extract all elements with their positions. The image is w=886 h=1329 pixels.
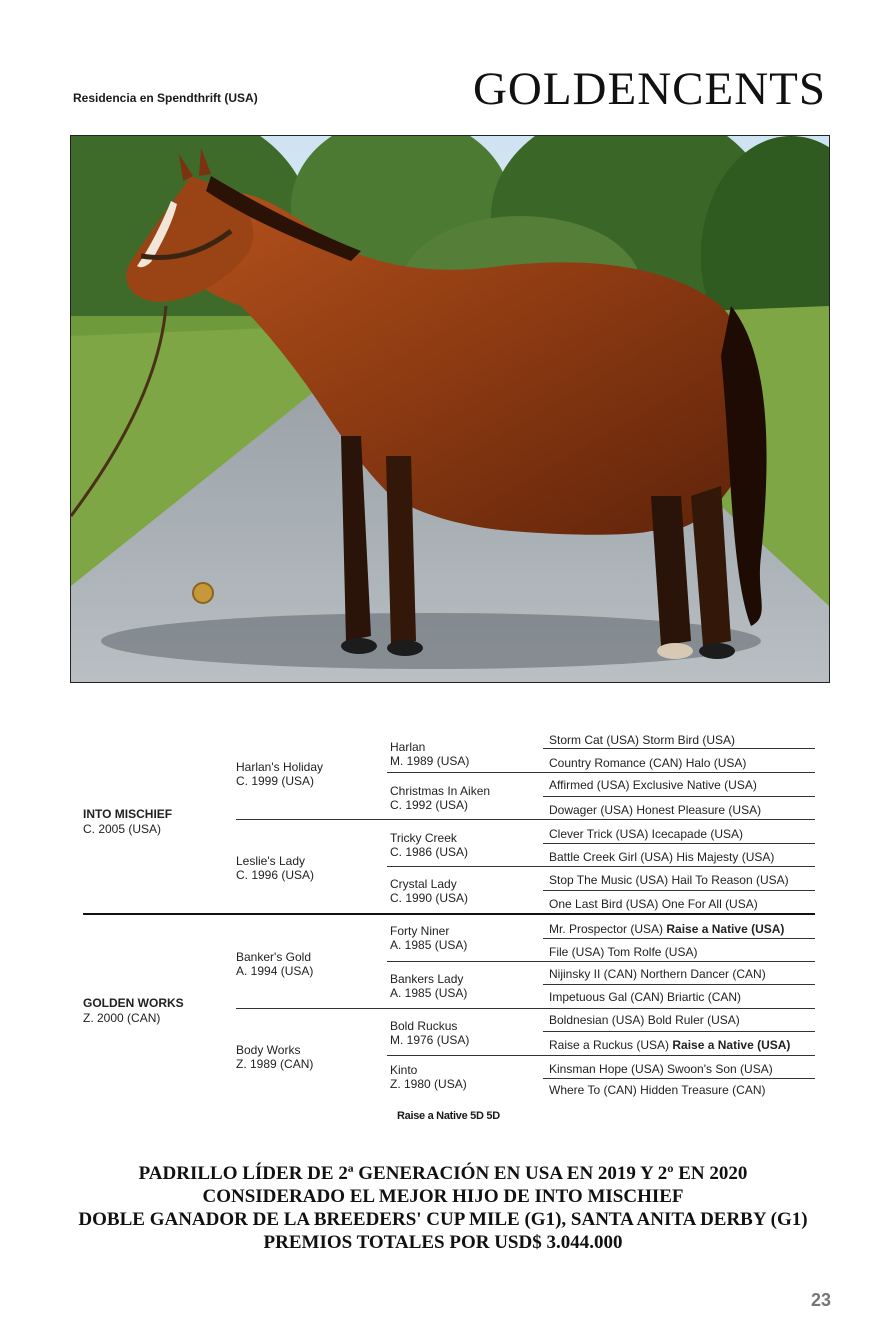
gen4-item: Raise a Ruckus (USA) Raise a Native (USA)	[549, 1038, 791, 1052]
dam-name: GOLDEN WORKS	[83, 996, 184, 1010]
gen3-item: Harlan M. 1989 (USA)	[390, 740, 470, 768]
gen4-item: Storm Cat (USA) Storm Bird (USA)	[549, 733, 736, 747]
gen4-item: Battle Creek Girl (USA) His Majesty (USA)	[549, 850, 775, 864]
gen4-item: Kinsman Hope (USA) Swoon's Son (USA)	[549, 1062, 773, 1076]
gen4-item: Stop The Music (USA) Hail To Reason (USA)	[549, 873, 789, 887]
gen2-item: Harlan's Holiday C. 1999 (USA)	[236, 760, 323, 788]
gen4-item: Nijinsky II (CAN) Northern Dancer (CAN)	[549, 967, 766, 981]
divider	[236, 1008, 815, 1009]
dosage-note: Raise a Native 5D 5D	[397, 1110, 500, 1122]
claim-line: PREMIOS TOTALES POR USD$ 3.044.000	[263, 1232, 623, 1253]
gen2-item: Body Works Z. 1989 (CAN)	[236, 1043, 314, 1071]
divider	[543, 984, 815, 985]
gen3-item: Tricky Creek C. 1986 (USA)	[390, 831, 469, 859]
gen3-item: Forty Niner A. 1985 (USA)	[390, 924, 468, 952]
gen3-item: Christmas In Aiken C. 1992 (USA)	[390, 784, 491, 812]
claim-line: PADRILLO LÍDER DE 2ª GENERACIÓN EN USA EN 2019 Y 2º EN 2020	[138, 1163, 748, 1184]
divider	[543, 843, 815, 844]
gen3-item: Kinto Z. 1980 (USA)	[390, 1063, 467, 1091]
divider	[387, 1055, 815, 1056]
divider	[543, 1078, 815, 1079]
divider	[543, 796, 815, 797]
gen3-item: Bold Ruckus M. 1976 (USA)	[390, 1019, 470, 1047]
gen4-item: Boldnesian (USA) Bold Ruler (USA)	[549, 1013, 740, 1027]
gen4-item: Impetuous Gal (CAN) Briartic (CAN)	[549, 990, 742, 1004]
horse-photo	[70, 135, 830, 683]
gen4-item: Clever Trick (USA) Icecapade (USA)	[549, 827, 744, 841]
circle-logo-icon	[192, 582, 214, 604]
claim-line: DOBLE GANADOR DE LA BREEDERS' CUP MILE (G1), SANTA ANITA DERBY (G1)	[78, 1209, 808, 1230]
gen3-item: Crystal Lady C. 1990 (USA)	[390, 877, 469, 905]
divider	[387, 961, 815, 962]
divider	[543, 1031, 815, 1032]
residence-text: Residencia en Spendthrift (USA)	[73, 91, 258, 105]
gen4-item: File (USA) Tom Rolfe (USA)	[549, 945, 698, 959]
divider	[83, 913, 815, 915]
claims-block	[0, 1162, 886, 1254]
horse-title: GOLDENCENTS	[472, 63, 826, 115]
gen4-item: Affirmed (USA) Exclusive Native (USA)	[549, 778, 757, 792]
divider	[236, 819, 815, 820]
divider	[387, 866, 815, 867]
gen4-item: Mr. Prospector (USA) Raise a Native (USA)	[549, 922, 785, 936]
divider	[543, 748, 815, 749]
divider	[543, 890, 815, 891]
gen4-item: Dowager (USA) Honest Pleasure (USA)	[549, 803, 762, 817]
page-number: 23	[810, 1290, 831, 1310]
gen2-item: Banker's Gold A. 1994 (USA)	[236, 950, 314, 978]
gen3-item: Bankers Lady A. 1985 (USA)	[390, 972, 468, 1000]
gen4-item: Where To (CAN) Hidden Treasure (CAN)	[549, 1083, 766, 1097]
gen2-item: Leslie's Lady C. 1996 (USA)	[236, 854, 315, 882]
divider	[543, 938, 815, 939]
gen4-item: One Last Bird (USA) One For All (USA)	[549, 897, 758, 911]
claim-line: CONSIDERADO EL MEJOR HIJO DE INTO MISCHIEF	[202, 1186, 684, 1207]
gen4-item: Country Romance (CAN) Halo (USA)	[549, 756, 747, 770]
divider	[387, 772, 815, 773]
sire-info: C. 2005 (USA)	[83, 822, 162, 836]
dam-info: Z. 2000 (CAN)	[83, 1011, 161, 1025]
sire-name: INTO MISCHIEF	[83, 807, 173, 821]
